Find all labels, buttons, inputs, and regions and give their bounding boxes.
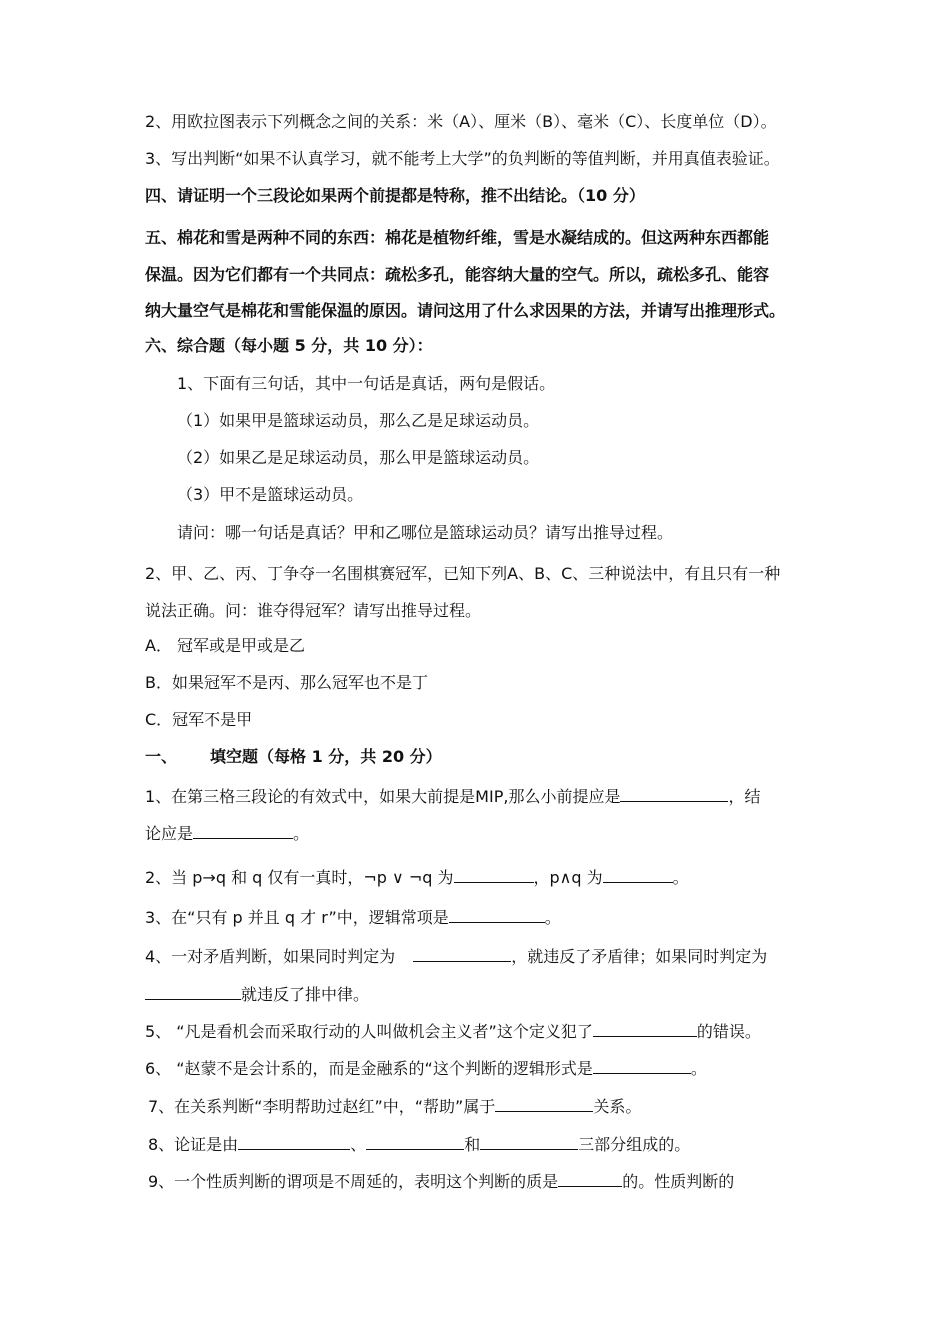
fill-question-2 [145, 866, 689, 889]
fill-question-3 [145, 906, 561, 929]
section-1-number: 一、 [145, 747, 178, 766]
section-6-heading: 六、综合题（每小题 5 分，共 10 分）： [145, 336, 433, 355]
s6-q1-statement-3: （3）甲不是篮球运动员。 [177, 485, 364, 504]
fill-2-text-a: 2、当 p→q 和 q 仅有一真时，¬p ∨ ¬q 为 [145, 868, 454, 887]
fill-7-text-b: 关系。 [593, 1097, 642, 1116]
section-5-line-1: 五、棉花和雪是两种不同的东西：棉花是植物纤维，雪是水凝结成的。但这两种东西都能 [145, 228, 770, 247]
question-3-negation: 3、写出判断“如果不认真学习，就不能考上大学”的负判断的等值判断，并用真值表验证。 [145, 149, 780, 168]
fill-5-blank-1[interactable] [593, 1020, 697, 1037]
fill-8-text-a: 8、论证是由 [148, 1135, 239, 1154]
section-5-line-3: 纳大量空气是棉花和雪能保温的原因。请问这用了什么求因果的方法，并请写出推理形式。 [145, 301, 786, 320]
fill-1-blank-2[interactable] [193, 822, 293, 839]
s6-question-2-line-1: 2、甲、乙、丙、丁争夺一名围棋赛冠军，已知下列A、B、C、三种说法中，有且只有一种 [145, 564, 781, 583]
fill-question-4 [145, 945, 767, 968]
s6-question-1: 1、下面有三句话，其中一句话是真话，两句是假话。 [177, 374, 556, 393]
fill-question-7 [148, 1095, 641, 1118]
fill-4-text-c: 就违反了排中律。 [241, 985, 370, 1004]
fill-7-blank-1[interactable] [495, 1095, 593, 1112]
fill-5-text-a: 5、 “凡是看机会而采取行动的人叫做机会主义者”这个定义犯了 [145, 1022, 593, 1041]
fill-8-blank-1[interactable] [238, 1133, 350, 1150]
s6-question-2-line-2: 说法正确。问：谁夺得冠军？请写出推导过程。 [145, 601, 482, 620]
fill-7-text-a: 7、在关系判断“李明帮助过赵红”中，“帮助”属于 [148, 1097, 496, 1116]
fill-9-blank-1[interactable] [558, 1170, 622, 1187]
option-b: B．如果冠军不是丙、那么冠军也不是丁 [145, 673, 428, 692]
fill-question-9 [148, 1170, 734, 1193]
fill-question-1 [145, 785, 760, 808]
fill-question-6 [145, 1057, 707, 1080]
fill-4-text-a: 4、一对矛盾判断，如果同时判定为 [145, 947, 396, 966]
option-a: A． 冠军或是甲或是乙 [145, 636, 306, 655]
fill-8-blank-3[interactable] [480, 1133, 578, 1150]
fill-9-text-a: 9、一个性质判断的谓项是不周延的，表明这个判断的质是 [148, 1172, 559, 1191]
section-5-line-2: 保温。因为它们都有一个共同点：疏松多孔，能容纳大量的空气。所以，疏松多孔、能容 [145, 265, 770, 284]
fill-question-4-cont [145, 983, 369, 1006]
fill-6-text-b: 。 [690, 1059, 707, 1078]
fill-1-text-a: 1、在第三格三段论的有效式中，如果大前提是MIP,那么小前提应是 [145, 787, 621, 806]
fill-1-text-c: 论应是 [145, 824, 194, 843]
fill-8-text-c: 和 [464, 1135, 481, 1154]
fill-8-blank-2[interactable] [366, 1133, 464, 1150]
fill-2-blank-1[interactable] [454, 866, 534, 883]
fill-1-text-b: ，结 [728, 787, 761, 806]
fill-4-blank-2[interactable] [145, 983, 241, 1000]
fill-2-blank-2[interactable] [603, 866, 673, 883]
fill-3-text-a: 3、在“只有 p 并且 q 才 r”中，逻辑常项是 [145, 908, 449, 927]
fill-4-blank-1[interactable] [413, 945, 511, 962]
fill-2-text-b: ，p∧q 为 [533, 868, 603, 887]
question-2-venn: 2、用欧拉图表示下列概念之间的关系：米（A）、厘米（B）、毫米（C）、长度单位（D）。 [145, 112, 777, 131]
fill-question-5 [145, 1020, 761, 1043]
s6-q1-statement-1: （1）如果甲是篮球运动员，那么乙是足球运动员。 [177, 411, 540, 430]
fill-5-text-b: 的错误。 [696, 1022, 761, 1041]
fill-8-text-b: 、 [350, 1135, 367, 1154]
fill-9-text-b: 的。性质判断的 [622, 1172, 735, 1191]
fill-1-blank-1[interactable] [620, 785, 728, 802]
fill-6-blank-1[interactable] [593, 1057, 691, 1074]
fill-3-text-b: 。 [544, 908, 561, 927]
s6-q1-ask: 请问：哪一句话是真话？甲和乙哪位是篮球运动员？请写出推导过程。 [177, 523, 674, 542]
option-c: C．冠军不是甲 [145, 710, 253, 729]
section-4-heading: 四、请证明一个三段论如果两个前提都是特称，推不出结论。（10 分） [145, 186, 645, 205]
fill-question-1-cont [145, 822, 309, 845]
fill-4-text-b: ，就违反了矛盾律；如果同时判定为 [511, 947, 768, 966]
fill-8-text-d: 三部分组成的。 [578, 1135, 691, 1154]
fill-2-text-c: 。 [672, 868, 689, 887]
fill-3-blank-1[interactable] [449, 906, 545, 923]
fill-1-text-d: 。 [293, 824, 310, 843]
section-1-title: 填空题（每格 1 分，共 20 分） [210, 747, 442, 766]
fill-6-text-a: 6、 “赵蒙不是会计系的，而是金融系的“这个判断的逻辑形式是 [145, 1059, 593, 1078]
fill-question-8 [148, 1133, 690, 1156]
s6-q1-statement-2: （2）如果乙是足球运动员，那么甲是篮球运动员。 [177, 448, 540, 467]
